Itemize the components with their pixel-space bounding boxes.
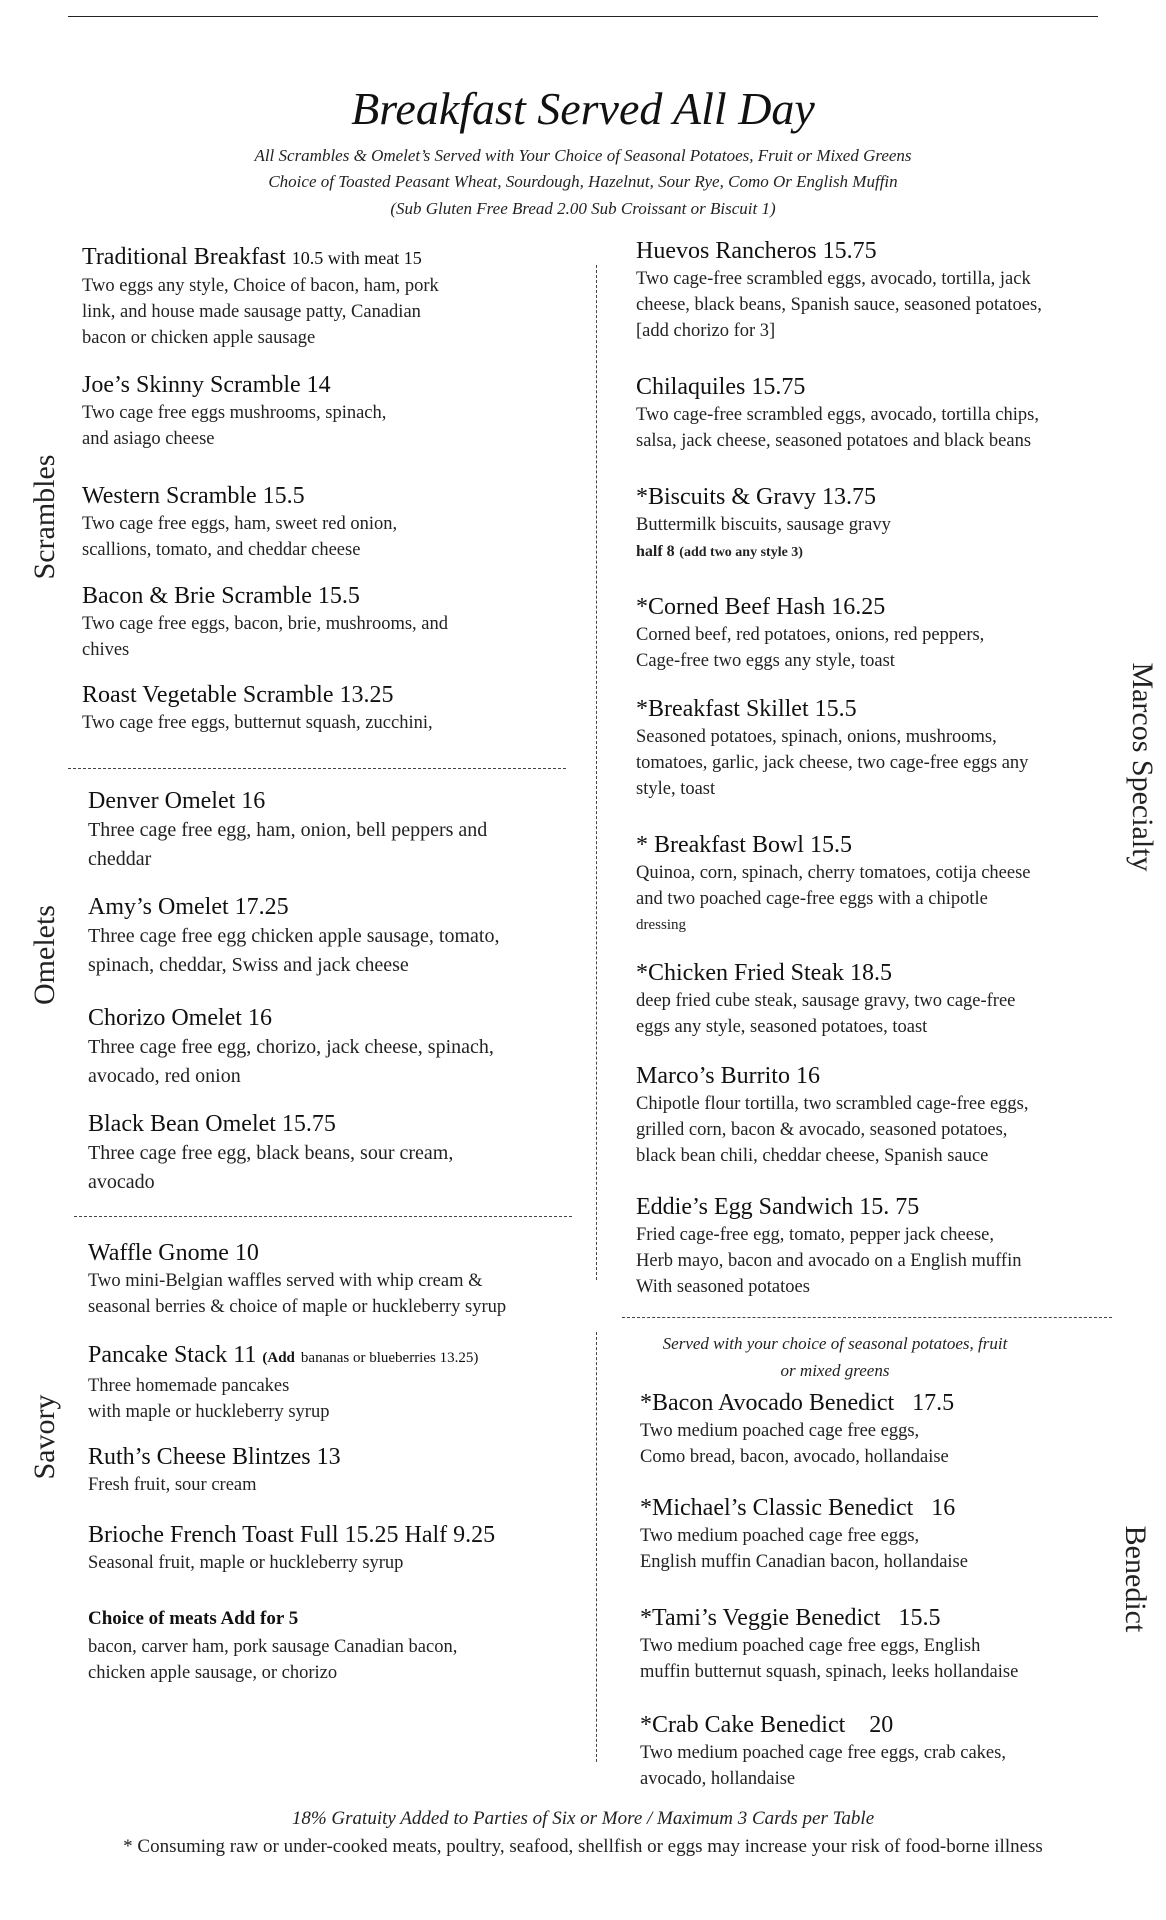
menu-item-corned-beef-hash	[636, 592, 984, 674]
column-divider-upper	[596, 265, 597, 1280]
item-desc-line: black bean chili, cheddar cheese, Spanish sauce	[636, 1146, 989, 1166]
item-desc-line: Two medium poached cage free eggs,	[640, 1421, 920, 1441]
item-name: Bacon & Brie Scramble 15.5	[82, 583, 360, 609]
menu-item-huevos-rancheros	[636, 236, 1042, 344]
item-name: Roast Vegetable Scramble 13.25	[82, 682, 394, 708]
item-name: Western Scramble 15.5	[82, 483, 305, 509]
item-desc-line: Two medium poached cage free eggs,	[640, 1526, 920, 1546]
subtitle-line-2: Choice of Toasted Peasant Wheat, Sourdough, Hazelnut, Sour Rye, Como Or English Muffin	[268, 172, 898, 191]
item-name: Traditional Breakfast	[82, 244, 286, 270]
item-name: Amy’s Omelet 17.25	[88, 894, 289, 920]
item-desc-line: Herb mayo, bacon and avocado on a English muffin	[636, 1251, 1022, 1271]
item-name: Eddie’s Egg Sandwich 15. 75	[636, 1194, 920, 1220]
item-add-label: (Add	[262, 1350, 295, 1366]
item-desc-line: bacon or chicken apple sausage	[82, 328, 316, 348]
item-desc-line: with maple or huckleberry syrup	[88, 1402, 330, 1422]
item-desc-line: Two cage-free scrambled eggs, avocado, tortilla, jack	[636, 269, 1031, 289]
item-name: *Michael’s Classic Benedict 16	[640, 1495, 956, 1521]
item-desc-line: grilled corn, bacon & avocado, seasoned potatoes,	[636, 1120, 1008, 1140]
item-name: *Tami’s Veggie Benedict 15.5	[640, 1605, 941, 1631]
menu-item-bacon-avocado-benedict	[640, 1388, 954, 1470]
item-desc-line: Two cage-free scrambled eggs, avocado, tortilla chips,	[636, 405, 1039, 425]
menu-item-crab-cake-benedict	[640, 1710, 1006, 1792]
item-name: Marco’s Burrito 16	[636, 1063, 820, 1089]
item-desc-line: Buttermilk biscuits, sausage gravy	[636, 515, 891, 535]
item-desc-line: avocado, red onion	[88, 1065, 241, 1087]
item-name: *Bacon Avocado Benedict 17.5	[640, 1390, 955, 1416]
item-add-note: bananas or blueberries 13.25)	[300, 1350, 479, 1366]
item-desc-line: cheddar	[88, 848, 152, 870]
item-desc-line: chicken apple sausage, or chorizo	[88, 1663, 338, 1683]
item-name: Joe’s Skinny Scramble 14	[82, 372, 331, 398]
menu-item-chorizo-omelet	[88, 1003, 494, 1091]
served-note-line: or mixed greens	[780, 1361, 890, 1380]
item-name: Huevos Rancheros 15.75	[636, 238, 877, 264]
item-desc-line: English muffin Canadian bacon, hollandaise	[640, 1552, 968, 1572]
item-desc-line: Three cage free egg, black beans, sour cream,	[88, 1142, 454, 1164]
item-desc-line: dressing	[636, 917, 686, 933]
menu-item-breakfast-skillet	[636, 694, 1028, 802]
menu-item-biscuits-gravy	[636, 482, 891, 566]
item-name: *Biscuits & Gravy 13.75	[636, 484, 876, 510]
item-desc-line: Quinoa, corn, spinach, cherry tomatoes, cotija cheese	[636, 863, 1031, 883]
item-price-extra: 10.5 with meat 15	[291, 248, 422, 268]
menu-item-bacon-brie-scramble	[82, 581, 448, 663]
item-name: *Breakfast Skillet 15.5	[636, 696, 857, 722]
column-divider-lower	[596, 1332, 597, 1762]
menu-item-western-scramble	[82, 481, 397, 563]
item-name: *Chicken Fried Steak 18.5	[636, 960, 892, 986]
menu-item-denver-omelet	[88, 786, 487, 874]
item-desc-line: cheese, black beans, Spanish sauce, seasoned potatoes,	[636, 295, 1042, 315]
item-desc-line: Seasoned potatoes, spinach, onions, mushrooms,	[636, 727, 997, 747]
food-safety-warning: * Consuming raw or under-cooked meats, poultry, seafood, shellfish or eggs may increase your risk of food-borne illness	[123, 1836, 1043, 1857]
item-desc-line: chives	[82, 640, 130, 660]
top-rule	[68, 16, 1098, 17]
menu-item-traditional-breakfast	[82, 242, 439, 351]
item-desc-line: Fried cage-free egg, tomato, pepper jack cheese,	[636, 1225, 994, 1245]
menu-item-eddies-egg-sandwich	[636, 1192, 1021, 1300]
item-desc-line: muffin butternut squash, spinach, leeks hollandaise	[640, 1662, 1019, 1682]
subtitle-line-3: (Sub Gluten Free Bread 2.00 Sub Croissant or Biscuit 1)	[390, 199, 776, 218]
menu-item-joes-skinny-scramble	[82, 370, 386, 452]
item-name: *Corned Beef Hash 16.25	[636, 594, 886, 620]
menu-item-amys-omelet	[88, 892, 499, 980]
section-label-savory: Savory	[28, 1394, 61, 1480]
menu-item-black-bean-omelet	[88, 1109, 453, 1197]
item-desc-line: Two cage free eggs, butternut squash, zucchini,	[82, 713, 433, 733]
item-name: *Crab Cake Benedict 20	[640, 1712, 894, 1738]
item-desc-line: deep fried cube steak, sausage gravy, two cage-free	[636, 991, 1016, 1011]
section-label-omelets: Omelets	[28, 905, 61, 1005]
page-title: Breakfast Served All Day	[351, 83, 815, 134]
item-name: Chorizo Omelet 16	[88, 1005, 272, 1031]
gratuity-notice: 18% Gratuity Added to Parties of Six or More / Maximum 3 Cards per Table	[291, 1808, 875, 1829]
item-desc-line: eggs any style, seasoned potatoes, toast	[636, 1017, 928, 1037]
menu-item-pancake-stack	[88, 1340, 478, 1425]
menu-item-chicken-fried-steak	[636, 958, 1015, 1040]
item-desc-line: Three cage free egg, chorizo, jack cheese, spinach,	[88, 1036, 494, 1058]
item-name: Waffle Gnome 10	[88, 1240, 259, 1266]
section-label-benedict: Benedict	[1119, 1525, 1152, 1633]
item-desc-line: style, toast	[636, 779, 716, 799]
section-label-marcos-specialty: Marcos Specialty	[1126, 662, 1159, 872]
menu-item-chilaquiles	[636, 372, 1039, 454]
item-desc-line: Two mini-Belgian waffles served with whip cream &	[88, 1271, 483, 1291]
item-desc-line: Chipotle flour tortilla, two scrambled cage-free eggs,	[636, 1094, 1029, 1114]
item-desc-line: Three cage free egg, ham, onion, bell peppers and	[88, 819, 488, 841]
item-desc-line: scallions, tomato, and cheddar cheese	[82, 540, 361, 560]
item-desc-line: avocado	[88, 1171, 155, 1193]
item-name: Black Bean Omelet 15.75	[88, 1111, 336, 1137]
item-name: Pancake Stack 11	[88, 1342, 257, 1368]
served-note-line: Served with your choice of seasonal potatoes, fruit	[662, 1334, 1008, 1353]
item-desc-line: Seasonal fruit, maple or huckleberry syrup	[88, 1553, 404, 1573]
item-desc-line: salsa, jack cheese, seasoned potatoes and black beans	[636, 431, 1032, 451]
benedict-served-note	[610, 1330, 1060, 1384]
item-desc-line: Cage-free two eggs any style, toast	[636, 651, 895, 671]
divider-omelets-savory	[74, 1216, 572, 1217]
item-name: Choice of meats Add for 5	[88, 1608, 299, 1629]
item-desc-line: spinach, cheddar, Swiss and jack cheese	[88, 954, 409, 976]
menu-item-tamis-veggie-benedict	[640, 1603, 1018, 1685]
item-name: Denver Omelet 16	[88, 788, 266, 814]
menu-item-waffle-gnome	[88, 1238, 506, 1320]
item-half-note: (add two any style 3)	[679, 545, 803, 560]
item-desc-line: Two medium poached cage free eggs, English	[640, 1636, 981, 1656]
menu-item-choice-of-meats	[88, 1604, 457, 1686]
menu-item-breakfast-bowl	[636, 830, 1031, 938]
menu-item-ruths-cheese-blintzes	[88, 1442, 341, 1498]
item-desc-line: Corned beef, red potatoes, onions, red peppers,	[636, 625, 985, 645]
item-name: Chilaquiles 15.75	[636, 374, 806, 400]
item-name: * Breakfast Bowl 15.5	[636, 832, 852, 858]
menu-item-marcos-burrito	[636, 1061, 1028, 1169]
item-desc-line: Two cage free eggs, bacon, brie, mushrooms, and	[82, 614, 449, 634]
menu-item-michaels-classic-benedict	[640, 1493, 968, 1575]
item-half-price: half 8	[636, 543, 675, 560]
item-desc-line: Three cage free egg chicken apple sausage, tomato,	[88, 925, 500, 947]
section-label-scrambles: Scrambles	[28, 454, 61, 580]
item-desc-line: With seasoned potatoes	[636, 1277, 810, 1297]
menu-item-brioche-french-toast	[88, 1520, 495, 1576]
item-desc-line: [add chorizo for 3]	[636, 321, 776, 341]
item-desc-line: Two cage free eggs, ham, sweet red onion,	[82, 514, 398, 534]
item-desc-line: Como bread, bacon, avocado, hollandaise	[640, 1447, 949, 1467]
item-desc-line: Two eggs any style, Choice of bacon, ham, pork	[82, 276, 439, 296]
item-desc-line: seasonal berries & choice of maple or huckleberry syrup	[88, 1297, 507, 1317]
divider-scrambles-omelets	[68, 768, 566, 769]
menu-item-roast-vegetable-scramble	[82, 680, 433, 736]
subtitle-line-1: All Scrambles & Omelet’s Served with Your Choice of Seasonal Potatoes, Fruit or Mixed Greens	[254, 146, 912, 165]
item-desc-line: and asiago cheese	[82, 429, 215, 449]
item-desc-line: avocado, hollandaise	[640, 1769, 796, 1789]
item-desc-line: Fresh fruit, sour cream	[88, 1475, 257, 1495]
item-desc-line: tomatoes, garlic, jack cheese, two cage-free eggs any	[636, 753, 1029, 773]
item-name: Brioche French Toast Full 15.25 Half 9.25	[88, 1522, 496, 1548]
item-desc-line: Three homemade pancakes	[88, 1376, 290, 1396]
item-desc-line: and two poached cage-free eggs with a chipotle	[636, 889, 988, 909]
item-desc-line: link, and house made sausage patty, Canadian	[82, 302, 421, 322]
divider-marcos-benedict	[622, 1317, 1112, 1318]
item-desc-line: bacon, carver ham, pork sausage Canadian bacon,	[88, 1637, 458, 1657]
item-desc-line: Two cage free eggs mushrooms, spinach,	[82, 403, 387, 423]
item-name: Ruth’s Cheese Blintzes 13	[88, 1444, 341, 1470]
item-desc-line: Two medium poached cage free eggs, crab cakes,	[640, 1743, 1006, 1763]
